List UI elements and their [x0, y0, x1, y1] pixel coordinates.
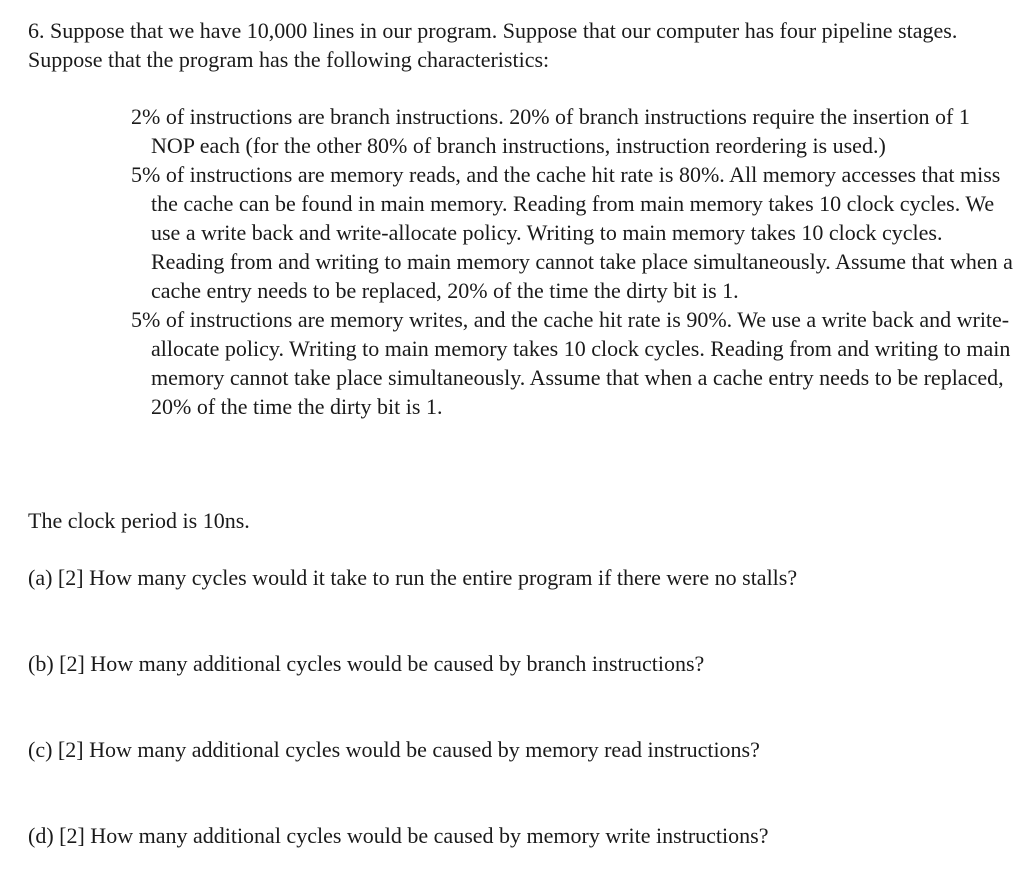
- question-b: (b) [2] How many additional cycles would be caused by branch instructions?: [28, 651, 705, 676]
- branch-characteristic: 2% of instructions are branch instructions. 20% of branch instructions require the insertion of 1 NOP each (for the other 80% of branch instructions, instruction reordering is used.): [131, 104, 970, 158]
- question-a: (a) [2] How many cycles would it take to run the entire program if there were no stalls?: [28, 565, 798, 590]
- problem-intro: 6. Suppose that we have 10,000 lines in our program. Suppose that our computer has four pipeline stages. Suppose that the program has the following characteristics:: [28, 18, 958, 72]
- memory-write-characteristic: 5% of instructions are memory writes, and the cache hit rate is 90%. We use a write back and write-allocate policy. Writing to main memory takes 10 clock cycles. Reading from and writing to main memory cannot take place simultaneously. Assume that when a cache entry needs to be replaced, 20% of the time the dirty bit is 1.: [131, 307, 1011, 419]
- question-c: (c) [2] How many additional cycles would be caused by memory read instructions?: [28, 737, 760, 762]
- question-d: (d) [2] How many additional cycles would be caused by memory write instructions?: [28, 823, 769, 848]
- clock-period-statement: The clock period is 10ns.: [28, 508, 250, 533]
- memory-read-characteristic: 5% of instructions are memory reads, and the cache hit rate is 80%. All memory accesses that miss the cache can be found in main memory. Reading from main memory takes 10 clock cycles. We use a write back and write-allocate policy. Writing to main memory takes 10 clock cycles. Reading from and writing to main memory cannot take place simultaneously. Assume that when a cache entry needs to be replaced, 20% of the time the dirty bit is 1.: [131, 162, 1013, 303]
- characteristics-list: [131, 102, 1017, 421]
